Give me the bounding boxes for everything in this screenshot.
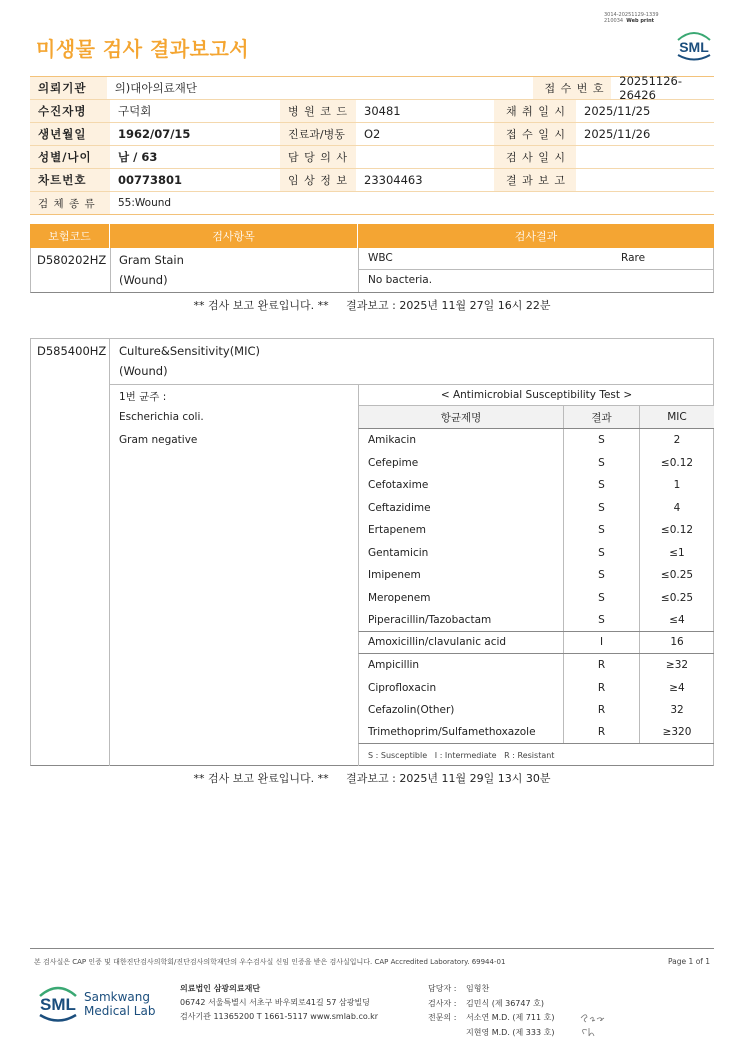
dept-value: O2 <box>364 127 381 141</box>
staff1-label: 담당자 : <box>428 984 457 993</box>
ast-result: S <box>564 519 640 542</box>
report-value <box>576 169 584 191</box>
organism-name: Escherichia coli. <box>119 411 204 423</box>
ast-row <box>358 632 714 655</box>
sex-age-label: 성별/나이 <box>30 146 110 168</box>
bacteria-row <box>359 270 714 292</box>
info-row-requester <box>30 74 714 102</box>
staff2-value: 김민식 (제 36747 호) <box>466 998 544 1008</box>
ast-drug: Amoxicillin/clavulanic acid <box>359 632 564 654</box>
ast-result: S <box>564 564 640 587</box>
page-number: Page 1 of 1 <box>668 957 711 966</box>
ast-row <box>358 654 714 677</box>
staff3-label: 전문의 : <box>428 1013 457 1022</box>
specimen-value: 55:Wound <box>118 197 172 209</box>
footer-logo-text <box>84 990 155 1018</box>
ast-result: S <box>564 542 640 565</box>
report-label: 결 과 보 고 <box>494 169 576 191</box>
info-row-name <box>30 100 714 123</box>
ast-row <box>358 474 714 497</box>
hospital-code-value: 30481 <box>364 104 401 118</box>
ast-result: R <box>564 722 640 744</box>
wbc-value: Rare <box>621 252 646 264</box>
ast-result: S <box>564 497 640 520</box>
requester-value: 의)대아의료재단 <box>114 81 197 95</box>
ast-mic: ≤0.12 <box>660 456 694 469</box>
culture-specimen: (Wound) <box>119 364 168 378</box>
ast-mic: 16 <box>670 636 684 649</box>
ast-mic: ≤0.25 <box>660 569 694 582</box>
staff2-label: 검사자 : <box>428 998 457 1008</box>
org-contact: 검사기관 11365200 T 1661-5117 www.smlab.co.kr <box>180 1012 379 1021</box>
ast-row <box>358 429 714 452</box>
ast-mic: ≤0.12 <box>660 524 694 537</box>
ast-drug: Ceftazidime <box>359 497 564 520</box>
ast-drug: Cefazolin(Other) <box>359 699 564 722</box>
hospital-code-label: 병 원 코 드 <box>280 100 356 122</box>
ast-mic: 1 <box>673 479 681 492</box>
org-address: 06742 서울특별시 서초구 바우뫼로41길 57 삼광빌딩 <box>180 998 370 1007</box>
wbc-row <box>359 248 714 270</box>
organism-gram: Gram negative <box>119 434 198 446</box>
ast-result: S <box>564 474 640 497</box>
staff3-value: 서소연 M.D. (제 711 호) <box>466 1013 555 1022</box>
culture-code: D585400HZ <box>37 344 107 358</box>
ast-result: I <box>564 632 640 654</box>
ast-mic: 2 <box>673 434 681 447</box>
gram-stain-specimen: (Wound) <box>119 273 168 287</box>
logo-line1: Samkwang <box>84 990 150 1004</box>
birth-label: 생년월일 <box>30 123 110 145</box>
receipt-no-label: 접 수 번 호 <box>533 77 612 99</box>
patient-info-table <box>30 76 714 215</box>
ast-result: S <box>564 587 640 610</box>
clinical-label: 임 상 정 보 <box>280 169 356 191</box>
clinical-value: 23304463 <box>364 173 423 187</box>
gram-stain-code: D580202HZ <box>37 253 107 267</box>
ast-result: S <box>564 609 640 631</box>
sex-age-value: 남 / 63 <box>118 150 158 164</box>
ast-row <box>358 564 714 587</box>
samkwang-logo-icon <box>36 980 80 1026</box>
requester-label: 의뢰기관 <box>30 77 107 99</box>
ast-drug: Gentamicin <box>359 542 564 565</box>
ast-row <box>358 609 714 632</box>
ast-result: S <box>564 452 640 475</box>
ast-drug: Cefotaxime <box>359 474 564 497</box>
birth-value: 1962/07/15 <box>118 127 191 141</box>
logo-line2: Medical Lab <box>84 1004 156 1018</box>
ast-col-result: 결과 <box>564 406 640 428</box>
ast-mic: 4 <box>673 501 681 514</box>
ast-result: R <box>564 654 640 677</box>
ast-row <box>358 542 714 565</box>
organism-title: 1번 균주 : <box>119 391 167 403</box>
ast-mic: ≤1 <box>669 546 685 559</box>
culture-section <box>30 338 714 766</box>
ast-row <box>358 722 714 745</box>
footer-address <box>180 982 378 1024</box>
signature-icon <box>578 1010 608 1040</box>
result-table-header <box>30 224 714 248</box>
ast-drug: Meropenem <box>359 587 564 610</box>
ast-mic: ≤0.25 <box>660 591 694 604</box>
doctor-value <box>356 146 494 168</box>
receipt-no-value: 20251126-26426 <box>619 74 682 102</box>
footer-staff <box>428 982 554 1040</box>
chart-value: 00773801 <box>118 173 183 187</box>
ast-result: R <box>564 699 640 722</box>
ast-rows <box>358 429 714 744</box>
name-value: 구덕회 <box>118 104 152 118</box>
info-row-sex-age <box>30 146 714 169</box>
ast-table <box>358 384 714 766</box>
wbc-label: WBC <box>368 252 393 264</box>
test-date-value <box>576 146 584 168</box>
header-insurance-code: 보험코드 <box>30 224 110 248</box>
info-row-chart <box>30 169 714 192</box>
dept-label: 진료과/병동 <box>280 123 356 145</box>
ast-header-row <box>358 406 714 429</box>
ast-result: S <box>564 429 640 452</box>
header-test-item: 검사항목 <box>110 224 358 248</box>
ast-legend: S : Susceptible I : Intermediate R : Resistant <box>358 744 714 766</box>
bacteria-result: No bacteria. <box>368 274 433 286</box>
document-code <box>604 12 659 24</box>
document-code-line1: 3014-20251129-1339 <box>604 12 659 18</box>
document-code-line2: 210034 <box>604 18 624 24</box>
ast-drug: Cefepime <box>359 452 564 475</box>
ast-row <box>358 587 714 610</box>
ast-row <box>358 497 714 520</box>
staff4-value: 지현영 M.D. (제 333 호) <box>466 1027 555 1037</box>
ast-row <box>358 452 714 475</box>
svg-text:SML: SML <box>40 995 76 1014</box>
ast-drug: Trimethoprim/Sulfamethoxazole <box>359 722 564 744</box>
info-row-birth <box>30 123 714 146</box>
info-row-specimen <box>30 192 714 215</box>
receipt-date-value: 2025/11/26 <box>584 127 651 141</box>
specimen-label: 검 체 종 류 <box>30 192 110 214</box>
ast-mic: ≥32 <box>665 659 689 672</box>
culture-name: Culture&Sensitivity(MIC) <box>119 344 261 358</box>
ast-mic: 32 <box>670 704 684 717</box>
ast-mic: ≥320 <box>662 726 692 739</box>
ast-drug: Ertapenem <box>359 519 564 542</box>
receipt-date-label: 접 수 일 시 <box>494 123 576 145</box>
page-title: 미생물 검사 결과보고서 <box>36 37 250 61</box>
staff1-value: 임형찬 <box>466 984 490 993</box>
collect-date-label: 채 취 일 시 <box>494 100 576 122</box>
ast-col-drug: 항균제명 <box>359 406 564 428</box>
sml-logo-icon <box>674 28 714 62</box>
name-label: 수진자명 <box>30 100 110 122</box>
gram-stain-section <box>30 248 714 293</box>
chart-label: 차트번호 <box>30 169 110 191</box>
ast-row <box>358 677 714 700</box>
footer-certification: 본 검사실은 CAP 인증 및 대한진단검사의학회/진단검사의학재단의 우수검사실 신임 인증을 받은 검사실입니다. CAP Accredited Laboratory. 69944-01 <box>34 958 506 966</box>
ast-drug: Piperacillin/Tazobactam <box>359 609 564 631</box>
ast-drug: Imipenem <box>359 564 564 587</box>
ast-mic: ≤4 <box>669 613 685 626</box>
ast-row <box>358 699 714 722</box>
web-print-label: Web print <box>626 18 655 24</box>
collect-date-value: 2025/11/25 <box>584 104 651 118</box>
doctor-label: 담 당 의 사 <box>280 146 356 168</box>
ast-drug: Ampicillin <box>359 654 564 677</box>
ast-col-mic: MIC <box>667 411 687 423</box>
report-complete-note-2: ** 검사 보고 완료입니다. ** 결과보고 : 2025년 11월 29일 13시 30분 <box>193 772 551 785</box>
gram-stain-name: Gram Stain <box>119 253 184 267</box>
ast-result: R <box>564 677 640 700</box>
svg-text:SML: SML <box>679 39 709 55</box>
report-complete-note-1: ** 검사 보고 완료입니다. ** 결과보고 : 2025년 11월 27일 16시 22분 <box>193 299 551 312</box>
org-name: 의료법인 삼광의료재단 <box>180 984 261 993</box>
header-test-result: 검사결과 <box>514 230 558 243</box>
test-date-label: 검 사 일 시 <box>494 146 576 168</box>
ast-drug: Ciprofloxacin <box>359 677 564 700</box>
ast-title: < Antimicrobial Susceptibility Test > <box>358 384 714 406</box>
ast-mic: ≥4 <box>669 681 685 694</box>
ast-drug: Amikacin <box>359 429 564 452</box>
ast-row <box>358 519 714 542</box>
